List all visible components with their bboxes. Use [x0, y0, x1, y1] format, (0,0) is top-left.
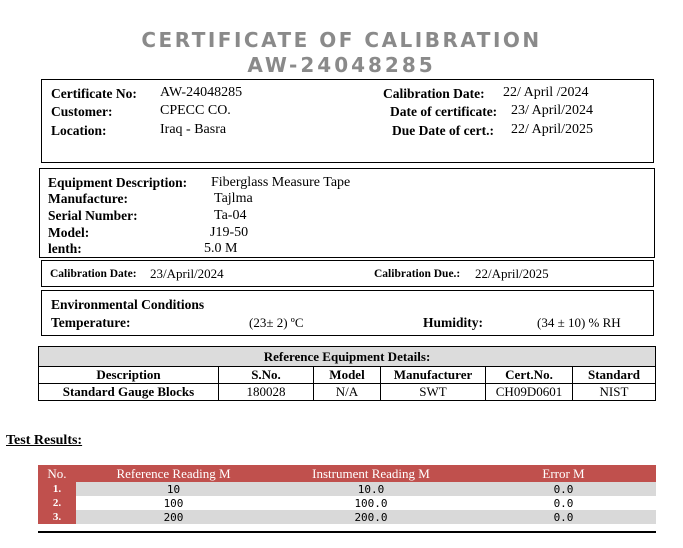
serial-number-value: Ta-04: [214, 208, 247, 223]
length-label: lenth:: [48, 241, 82, 256]
model-value: J19-50: [210, 225, 249, 240]
location-label: Location:: [51, 123, 107, 138]
result-error: 0.0: [471, 482, 656, 496]
ref-sno: 180028: [219, 384, 314, 401]
col-no: No.: [38, 465, 76, 482]
calibration-due-label: Calibration Due.:: [374, 268, 461, 280]
result-reference: 100: [76, 496, 271, 510]
calibration-date-row-label: Calibration Date:: [50, 268, 137, 280]
table-row: [38, 496, 656, 510]
location-value: Iraq - Basra: [160, 122, 227, 137]
certificate-info-box: [41, 79, 654, 163]
result-no: 3.: [38, 510, 76, 524]
col-reference-reading: Reference Reading M: [76, 465, 271, 482]
environment-box: [41, 290, 654, 336]
reference-equipment-table: [38, 346, 656, 401]
equipment-box: [39, 168, 655, 258]
due-date-label: Due Date of cert.:: [392, 123, 494, 138]
certificate-number-title: AW-24048285: [247, 53, 436, 77]
result-reference: 10: [76, 482, 271, 496]
result-instrument: 10.0: [271, 482, 471, 496]
col-standard: Standard: [573, 367, 656, 384]
calibration-due-value: 22/April/2025: [475, 266, 549, 281]
calibration-date-label: Calibration Date:: [383, 86, 485, 101]
humidity-value: (34 ± 10) % RH: [537, 315, 621, 330]
results-header-row: [38, 465, 656, 482]
result-no: 1.: [38, 482, 76, 496]
result-error: 0.0: [471, 496, 656, 510]
table-row: [39, 384, 656, 401]
customer-label: Customer:: [51, 104, 113, 119]
reference-caption-row: [39, 347, 656, 367]
cert-no-label: Certificate No:: [51, 86, 137, 101]
serial-number-label: Serial Number:: [48, 208, 138, 223]
humidity-label: Humidity:: [423, 315, 484, 330]
reference-caption: Reference Equipment Details:: [39, 347, 656, 367]
equipment-description-label: Equipment Description:: [48, 175, 188, 190]
test-results-label: Test Results:: [6, 433, 83, 448]
col-instrument-reading: Instrument Reading M: [271, 465, 471, 482]
temperature-label: Temperature:: [51, 315, 131, 330]
calibration-dates-box: [41, 260, 654, 287]
ref-cert-no: CH09D0601: [486, 384, 573, 401]
result-reference: 200: [76, 510, 271, 524]
results-bottom-rule: [38, 531, 656, 533]
col-cert-no: Cert.No.: [486, 367, 573, 384]
test-results-table: [38, 465, 656, 524]
due-date-value: 22/ April/2025: [511, 122, 594, 137]
equipment-description-value: Fiberglass Measure Tape: [211, 175, 351, 190]
col-description: Description: [39, 367, 219, 384]
result-no: 2.: [38, 496, 76, 510]
table-row: [38, 510, 656, 524]
certificate-title: CERTIFICATE OF CALIBRATION: [141, 28, 542, 52]
date-of-certificate-label: Date of certificate:: [390, 104, 498, 119]
result-instrument: 200.0: [271, 510, 471, 524]
environment-heading: Environmental Conditions: [51, 297, 205, 312]
calibration-date-row-value: 23/April/2024: [150, 266, 224, 281]
temperature-value: (23± 2) ºC: [249, 315, 304, 330]
ref-description: Standard Gauge Blocks: [39, 384, 219, 401]
col-model: Model: [314, 367, 381, 384]
manufacture-label: Manufacture:: [48, 191, 128, 206]
col-sno: S.No.: [219, 367, 314, 384]
col-manufacturer: Manufacturer: [381, 367, 486, 384]
customer-value: CPECC CO.: [160, 103, 231, 118]
result-error: 0.0: [471, 510, 656, 524]
length-value: 5.0 M: [204, 241, 238, 256]
manufacture-value: Tajlma: [214, 191, 253, 206]
model-label: Model:: [48, 225, 90, 240]
table-row: [38, 482, 656, 496]
result-instrument: 100.0: [271, 496, 471, 510]
date-of-certificate-value: 23/ April/2024: [511, 103, 594, 118]
ref-model: N/A: [314, 384, 381, 401]
ref-manufacturer: SWT: [381, 384, 486, 401]
col-error: Error M: [471, 465, 656, 482]
calibration-date-value: 22/ April /2024: [503, 85, 589, 100]
reference-header-row: [39, 367, 656, 384]
cert-no-value: AW-24048285: [160, 85, 243, 100]
ref-standard: NIST: [573, 384, 656, 401]
